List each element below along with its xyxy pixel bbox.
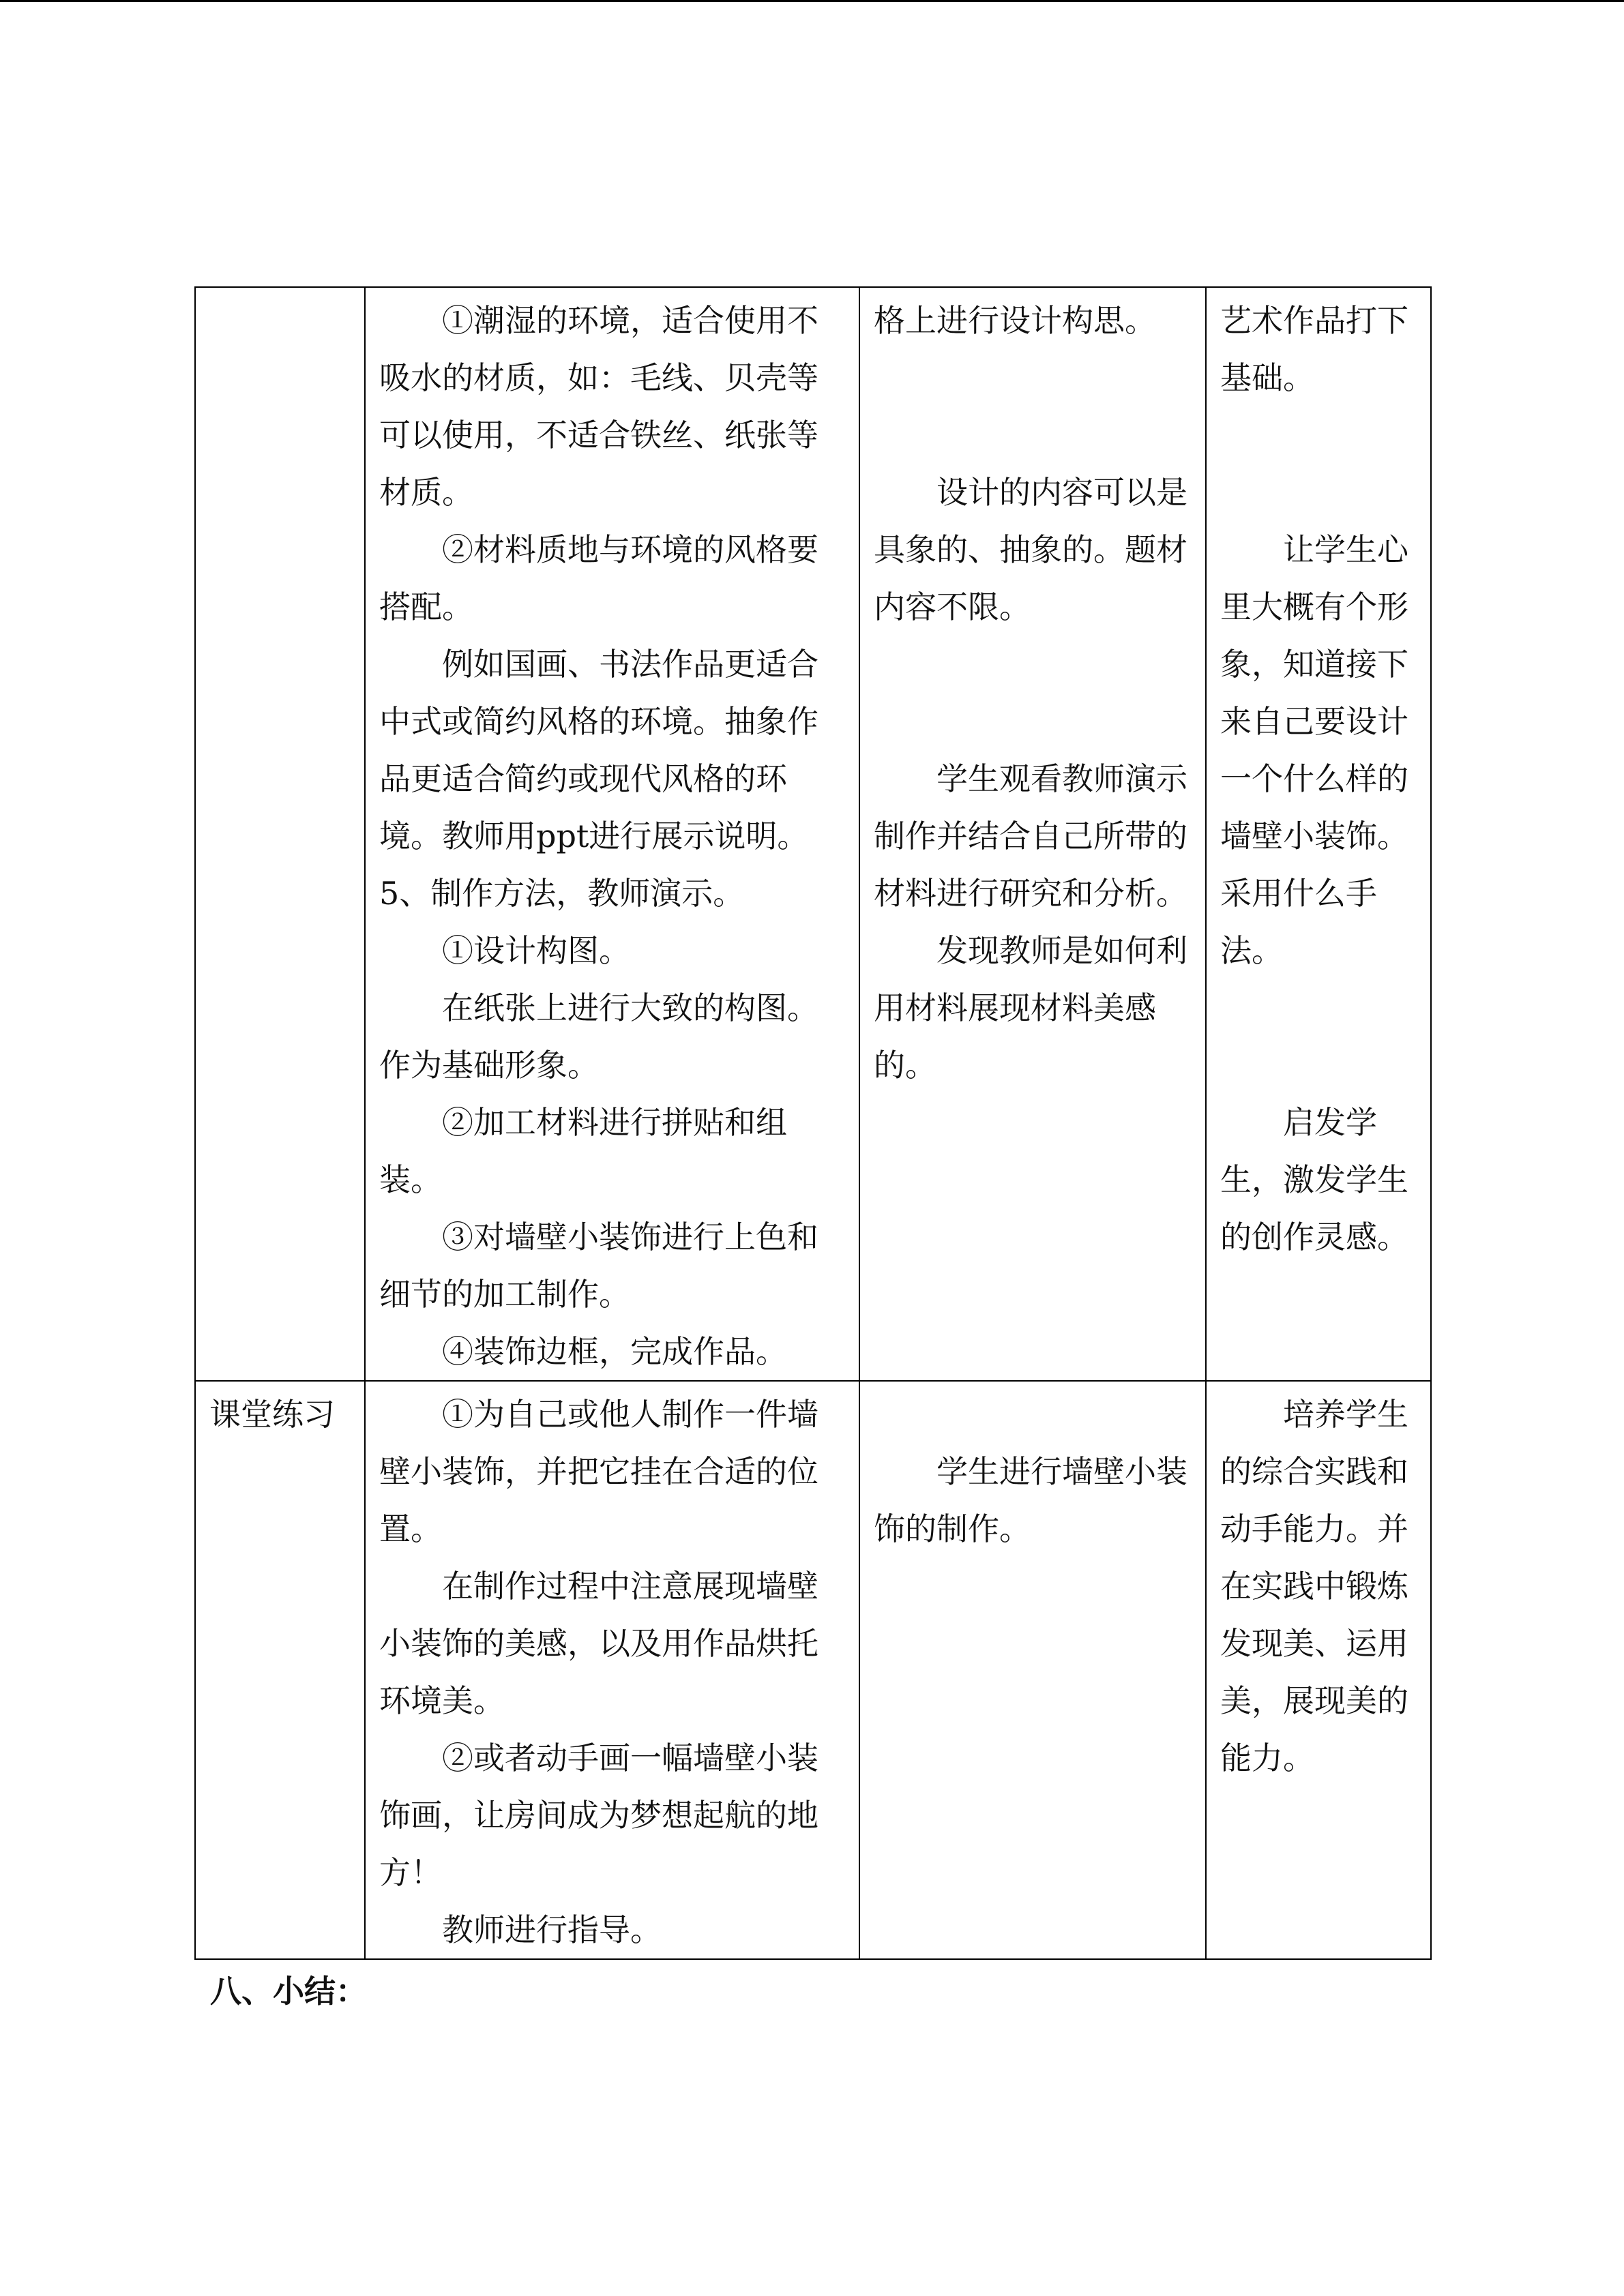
page-top-border: [0, 0, 1624, 2]
stage-label: 课堂练习: [209, 1396, 335, 1433]
cell-paragraph: 在纸张上进行大致的构图。作为基础形象。: [379, 989, 818, 1084]
design-intent-cell: [1206, 287, 1431, 1381]
teacher-activity-cell: [365, 1381, 859, 1959]
cell-paragraph: 艺术作品打下基础。: [1220, 302, 1408, 396]
stage-cell: [195, 287, 365, 1381]
cell-paragraph: 让学生心里大概有个形象，知道接下来自己要设计一个什么样的墙壁小装饰。采用什么手法。: [1220, 531, 1408, 969]
cell-paragraph: 培养学生的综合实践和动手能力。并在实践中锻炼发现美、运用美，展现美的能力。: [1220, 1396, 1408, 1776]
design-intent-cell: [1206, 1381, 1431, 1959]
summary-heading: 八、小结：: [210, 1973, 367, 2010]
stage-cell: [195, 1381, 365, 1959]
cell-paragraph: ③对墙壁小装饰进行上色和细节的加工制作。: [379, 1219, 818, 1313]
student-activity-cell: [859, 287, 1206, 1381]
paragraph-spacer: [1220, 406, 1417, 464]
cell-paragraph: 格上进行设计构思。: [874, 302, 1156, 339]
cell-paragraph: ①潮湿的环境，适合使用不吸水的材质，如：毛线、贝壳等可以使用，不适合铁丝、纸张等材质。: [379, 302, 818, 511]
cell-paragraph: ①为自己或他人制作一件墙壁小装饰，并把它挂在合适的位置。: [379, 1396, 818, 1547]
cell-paragraph: ④装饰边框，完成作品。: [442, 1333, 787, 1370]
lesson-plan-table: [194, 286, 1432, 1960]
cell-paragraph: ②材料质地与环境的风格要搭配。: [379, 531, 818, 625]
cell-paragraph: 启发学生，激发学生的创作灵感。: [1220, 1104, 1408, 1255]
paragraph-spacer: [874, 1386, 1192, 1443]
table-row: [195, 1381, 1431, 1959]
cell-paragraph: 设计的内容可以是具象的、抽象的。题材内容不限。: [874, 474, 1187, 625]
teacher-activity-cell: [365, 287, 859, 1381]
paragraph-spacer: [874, 349, 1192, 406]
cell-paragraph: 在制作过程中注意展现墙壁小装饰的美感，以及用作品烘托环境美。: [379, 1568, 818, 1719]
table-row: [195, 287, 1431, 1381]
cell-paragraph: 例如国画、书法作品更适合中式或简约风格的环境。抽象作品更适合简约或现代风格的环境。教师用ppt进行展示说明。: [379, 646, 818, 854]
cell-paragraph: 学生进行墙壁小装饰的制作。: [874, 1453, 1187, 1547]
student-activity-cell: [859, 1381, 1206, 1959]
cell-paragraph: 教师进行指导。: [442, 1911, 662, 1948]
cell-paragraph: ②加工材料进行拼贴和组装。: [379, 1104, 787, 1198]
paragraph-spacer: [1220, 464, 1417, 521]
paragraph-spacer: [1220, 1037, 1417, 1094]
paragraph-spacer: [874, 693, 1192, 750]
cell-paragraph: ②或者动手画一幅墙壁小装饰画，让房间成为梦想起航的地方！: [379, 1740, 818, 1891]
cell-paragraph: ①设计构图。: [442, 932, 630, 969]
paragraph-spacer: [874, 636, 1192, 693]
paragraph-spacer: [1220, 979, 1417, 1037]
cell-paragraph: 5、制作方法，教师演示。: [379, 875, 745, 912]
cell-paragraph: 发现教师是如何利用材料展现材料美感的。: [874, 932, 1187, 1084]
paragraph-spacer: [874, 406, 1192, 464]
cell-paragraph: 学生观看教师演示制作并结合自己所带的材料进行研究和分析。: [874, 760, 1187, 912]
